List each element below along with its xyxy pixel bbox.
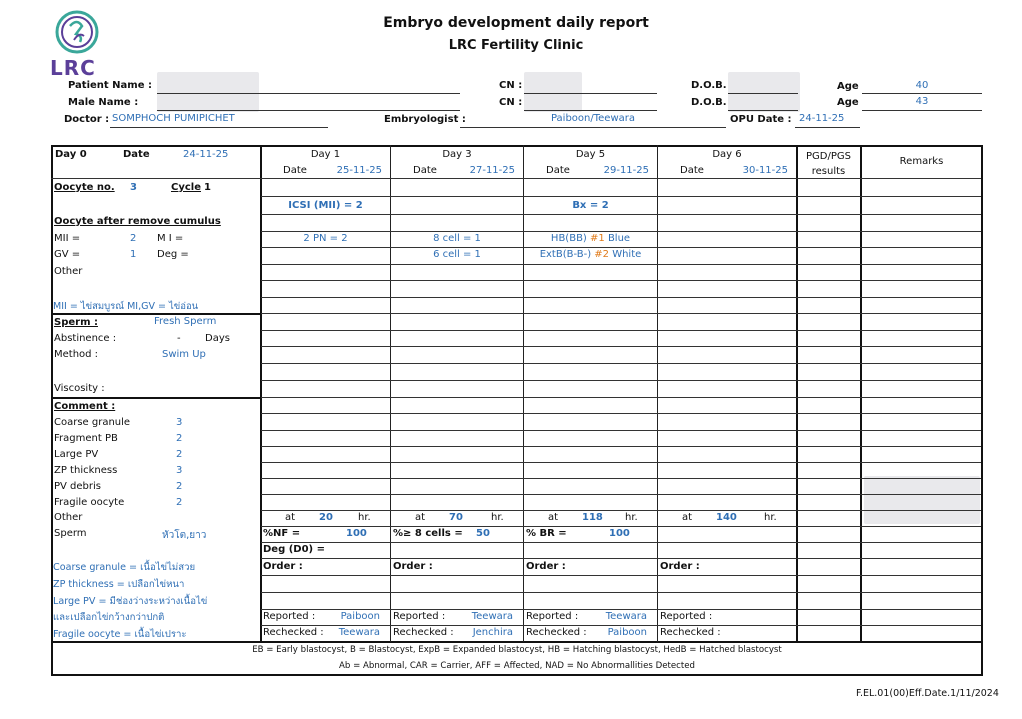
embryologist-label: Embryologist : — [384, 114, 466, 125]
order-label: Order : — [263, 561, 303, 572]
at-label: at — [415, 512, 426, 523]
report-title: Embryo development daily report — [383, 15, 649, 31]
oocyte-no-value: 3 — [130, 182, 137, 193]
logo-text: LRC — [50, 56, 96, 80]
cn-line — [524, 93, 657, 94]
grid-row-line — [261, 313, 981, 314]
order-label: Order : — [526, 561, 566, 572]
metric-value: 50 — [476, 528, 490, 539]
comment-item-label: ZP thickness — [54, 465, 118, 476]
doctor-value: SOMPHOCH PUMIPICHET — [112, 113, 235, 124]
embryo-number: #2 — [594, 249, 610, 260]
rechecked-value: Paiboon — [607, 627, 647, 638]
day-date-label: Date — [283, 165, 307, 176]
sperm-label: Sperm : — [54, 317, 98, 328]
embryo-number: #1 — [590, 233, 605, 244]
patient-name-line — [157, 93, 460, 94]
grid-row-line — [261, 231, 981, 232]
method-value: Swim Up — [162, 349, 206, 360]
gv-value: 1 — [130, 249, 137, 260]
grid-row-line — [261, 575, 981, 576]
dob-redacted — [728, 72, 800, 112]
day-column-title: Day 1 — [310, 149, 341, 160]
grid-row-line — [261, 526, 981, 527]
grid-row-line — [261, 346, 981, 347]
embryologist-line — [460, 127, 726, 128]
hr-label: hr. — [491, 512, 504, 523]
explanation-note: และเปลือกไข่กว้างกว่าปกติ — [53, 612, 165, 623]
patient-age-value: 40 — [915, 80, 929, 91]
comment-item-value: 3 — [176, 417, 183, 428]
grid-row-line — [261, 494, 981, 495]
day-column-title: Day 3 — [442, 149, 472, 160]
pgd-results-label: results — [811, 166, 846, 177]
at-hours-value: 140 — [716, 512, 737, 523]
logo-emblem-icon — [52, 10, 102, 56]
grid-row-line — [261, 280, 981, 281]
day-row-2: HB(BB) #1 Blue — [550, 233, 631, 244]
mi-label: M I = — [157, 233, 184, 244]
deg-label: Deg = — [157, 249, 189, 260]
explanation-note: Large PV = มีช่องว่างระหว่างเนื้อไข่ — [53, 596, 208, 607]
male-age-line — [862, 110, 982, 111]
grid-row-line — [261, 330, 981, 331]
grid-row-line — [261, 214, 981, 215]
cn-label: CN : — [499, 80, 523, 91]
pgd-header — [797, 149, 860, 179]
rechecked-label: Rechecked : — [393, 627, 454, 638]
day-row-1: Bx = 2 — [572, 200, 609, 211]
comment-item-label: Fragment PB — [54, 433, 118, 444]
day-row-1: ICSI (MII) = 2 — [288, 200, 363, 211]
day-row-3: ExtB(B-B-) #2 White — [539, 249, 642, 260]
grid-row-line — [261, 413, 981, 414]
comment-item-label: Coarse granule — [54, 417, 131, 428]
grid-row-line — [261, 462, 981, 463]
grid-row-line — [261, 625, 981, 626]
patient-name-label: Patient Name : — [68, 80, 152, 91]
grid-row-line — [261, 446, 981, 447]
reported-value: Paiboon — [340, 611, 380, 622]
opu-date-label: OPU Date : — [730, 114, 792, 125]
explanation-note: Coarse granule = เนื้อไข่ไม่สวย — [53, 562, 196, 573]
grid-row-line — [261, 592, 981, 593]
at-label: at — [682, 512, 693, 523]
order-label: Order : — [660, 561, 700, 572]
grid-row-line — [51, 178, 261, 179]
clinic-logo — [50, 10, 106, 80]
day-row-3: 6 cell = 1 — [433, 249, 481, 260]
form-code: F.EL.01(00)Eff.Date.1/11/2024 — [856, 688, 999, 699]
at-hours-value: 118 — [582, 512, 603, 523]
grid-row-line — [261, 478, 981, 479]
comment-item-label: PV debris — [54, 481, 101, 492]
mii-note: MII = ไข่สมบูรณ์ MI,GV = ไข่อ่อน — [53, 301, 199, 312]
day0-label: Day 0 — [55, 149, 87, 160]
cycle-label: Cycle — [171, 182, 201, 193]
grid-row-line — [261, 363, 981, 364]
at-label: at — [548, 512, 559, 523]
patient-name-redacted — [157, 72, 259, 112]
legend-line-2: Ab = Abnormal, CAR = Carrier, AFF = Affected, NAD = No Abnormallities Detected — [339, 661, 695, 671]
reported-label: Reported : — [263, 611, 316, 622]
comment-item-value: หัวโต,ยาว — [162, 530, 207, 541]
opu-date-value: 24-11-25 — [799, 113, 845, 124]
day-column-title: Day 5 — [575, 149, 606, 160]
cycle-value: 1 — [204, 182, 211, 193]
embryologist-value: Paiboon/Teewara — [550, 113, 636, 124]
day-row-2: 8 cell = 1 — [433, 233, 481, 244]
oocyte-no-label: Oocyte no. — [54, 182, 115, 193]
grid-row-line — [261, 247, 981, 248]
explanation-note: Fragile oocyte = เนื้อไข่เปราะ — [53, 629, 187, 640]
grid-row-line — [261, 264, 981, 265]
reported-value: Teewara — [471, 611, 513, 622]
mii-value: 2 — [130, 233, 137, 244]
hr-label: hr. — [625, 512, 638, 523]
comment-item-label: Other — [54, 512, 83, 523]
comment-item-value: 2 — [176, 433, 183, 444]
grid-row-line — [261, 609, 981, 610]
grid-row-line — [261, 297, 981, 298]
day-date-label: Date — [546, 165, 570, 176]
comment-label: Comment : — [54, 401, 116, 412]
grid-row-line — [261, 397, 981, 398]
at-label: at — [285, 512, 296, 523]
comment-item-label: Sperm — [54, 528, 87, 539]
metric-label: %NF = — [263, 528, 301, 539]
grid-row-line — [261, 510, 981, 511]
male-cn-line — [524, 110, 657, 111]
gv-label: GV = — [54, 249, 81, 260]
after-cumulus-label: Oocyte after remove cumulus — [54, 216, 221, 227]
viscosity-label: Viscosity : — [54, 383, 105, 394]
rechecked-label: Rechecked : — [263, 627, 324, 638]
metric-value: 100 — [609, 528, 630, 539]
metric-label: %≥ 8 cells = — [393, 528, 463, 539]
day0-date-value: 24-11-25 — [183, 149, 229, 160]
at-hours-value: 70 — [449, 512, 463, 523]
reported-label: Reported : — [393, 611, 446, 622]
male-cn-label: CN : — [499, 97, 523, 108]
comment-item-label: Large PV — [54, 449, 99, 460]
grid-row-line — [261, 430, 981, 431]
pgd-label: PGD/PGS — [806, 151, 851, 162]
rechecked-value: Teewara — [338, 627, 380, 638]
metric-label: % BR = — [526, 528, 567, 539]
reported-label: Reported : — [526, 611, 579, 622]
rechecked-value: Jenchira — [472, 627, 513, 638]
grid-row-line — [261, 542, 981, 543]
male-dob-label: D.O.B. — [691, 97, 727, 108]
abstinence-label: Abstinence : — [54, 333, 117, 344]
day-date-label: Date — [413, 165, 437, 176]
male-dob-line — [728, 110, 798, 111]
comment-item-value: 2 — [176, 481, 183, 492]
male-age-value: 43 — [915, 96, 929, 107]
remarks-header: Remarks — [899, 156, 944, 167]
abstinence-value: - — [177, 333, 181, 344]
day-column-title: Day 6 — [712, 149, 742, 160]
grid-row-line — [261, 178, 981, 179]
day0-date-label: Date — [123, 149, 150, 160]
other-label: Other — [54, 266, 83, 277]
mii-label: MII = — [54, 233, 81, 244]
male-name-line — [157, 110, 460, 111]
hr-label: hr. — [358, 512, 371, 523]
reported-label: Reported : — [660, 611, 713, 622]
days-label: Days — [205, 333, 230, 344]
dob-line — [728, 93, 798, 94]
comment-item-value: 2 — [176, 497, 183, 508]
day-date-value: 27-11-25 — [469, 165, 515, 176]
grid-row-line — [261, 196, 981, 197]
legend-line-1: EB = Early blastocyst, B = Blastocyst, ExpB = Expanded blastocyst, HB = Hatching blastocyst, HedB = Hatched blastocyst — [252, 645, 782, 655]
dob-label: D.O.B. — [691, 80, 727, 91]
comment-item-value: 3 — [176, 465, 183, 476]
comment-item-value: 2 — [176, 449, 183, 460]
comment-item-label: Fragile oocyte — [54, 497, 125, 508]
sperm-value: Fresh Sperm — [154, 316, 217, 327]
hr-label: hr. — [764, 512, 777, 523]
rechecked-label: Rechecked : — [660, 627, 721, 638]
explanation-note: ZP thickness = เปลือกไข่หนา — [53, 579, 185, 590]
day-date-label: Date — [680, 165, 704, 176]
day-date-value: 30-11-25 — [742, 165, 788, 176]
age-line — [862, 93, 982, 94]
male-age-label: Age — [837, 97, 859, 108]
day-date-value: 25-11-25 — [336, 165, 382, 176]
order-label: Order : — [393, 561, 433, 572]
age-label: Age — [837, 81, 859, 92]
day-row-2: 2 PN = 2 — [303, 233, 348, 244]
cn-redacted — [524, 72, 582, 112]
day-date-value: 29-11-25 — [603, 165, 649, 176]
at-hours-value: 20 — [319, 512, 333, 523]
doctor-label: Doctor : — [64, 114, 110, 125]
clinic-name: LRC Fertility Clinic — [448, 38, 584, 53]
grid-row-line — [261, 558, 981, 559]
rechecked-label: Rechecked : — [526, 627, 587, 638]
male-name-label: Male Name : — [68, 97, 139, 108]
opu-date-line — [795, 127, 860, 128]
metric-value: 100 — [346, 528, 367, 539]
remarks-redacted — [864, 476, 980, 524]
doctor-line — [110, 127, 328, 128]
reported-value: Teewara — [605, 611, 647, 622]
grid-row-line — [261, 380, 981, 381]
method-label: Method : — [54, 349, 99, 360]
deg-d0-label: Deg (D0) = — [263, 544, 325, 555]
